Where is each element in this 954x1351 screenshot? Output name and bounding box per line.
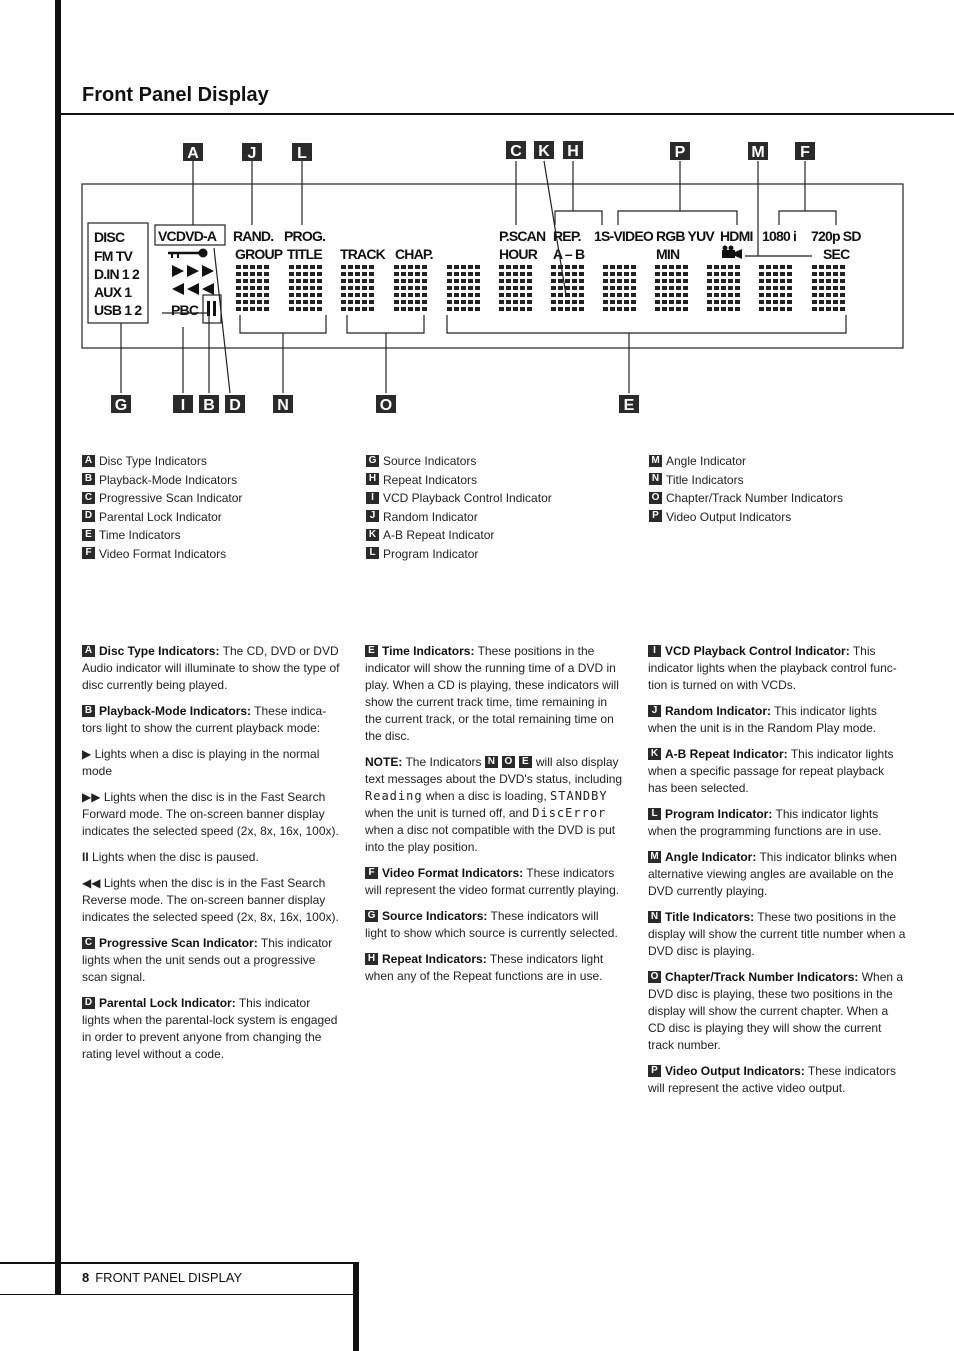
footer-rule-2 xyxy=(0,1294,356,1295)
para-i: I VCD Playback Control Indicator: This indicator lights when the playback control func-tion is turned on with VCDs. xyxy=(648,644,897,692)
legend-item: E Time Indicators xyxy=(82,526,242,545)
para-a: A Disc Type Indicators: The CD, DVD or DVD Audio indicator will illuminate to show the type of disc currently being played. xyxy=(82,644,340,692)
legend-item: B Playback-Mode Indicators xyxy=(82,471,242,490)
para-d: D Parental Lock Indicator: This indicator lights when the parental-lock system is engaged in order to prevent anyone from changing the rating level without a code. xyxy=(82,996,338,1061)
msg-disc-error: DiscError xyxy=(532,806,607,820)
para-h: H Repeat Indicators: These indicators light when any of the Repeat functions are in use. xyxy=(365,952,604,983)
legend-col-3 xyxy=(649,452,843,526)
callout-n: N xyxy=(277,397,289,414)
callout-j: J xyxy=(247,145,257,162)
callout-k: K xyxy=(538,143,550,160)
legend-item: F Video Format Indicators xyxy=(82,545,242,564)
page-title: Front Panel Display xyxy=(82,84,269,106)
dot-matrix-cell xyxy=(812,265,845,311)
callout-g: G xyxy=(114,397,128,414)
legend-item: K A-B Repeat Indicator xyxy=(366,526,552,545)
callout-i: I xyxy=(180,397,186,414)
pscan-label: P.SCAN xyxy=(499,228,546,244)
legend-item: C Progressive Scan Indicator xyxy=(82,489,242,508)
fast-forward-icon: ▶▶ xyxy=(82,790,101,804)
title-rule xyxy=(55,113,954,115)
sec-label: SEC xyxy=(823,246,850,262)
legend-item: H Repeat Indicators xyxy=(366,471,552,490)
para-f: F Video Format Indicators: These indicators will represent the video format currently playing. xyxy=(365,866,620,897)
para-n: N Title Indicators: These two positions in the display will show the current title number when a DVD disc is playing. xyxy=(648,910,906,958)
key-icon xyxy=(168,249,207,258)
dot-matrix-cell xyxy=(707,265,740,311)
svideo-label: 1S-VIDEO xyxy=(594,228,653,244)
para-k: K A-B Repeat Indicator: This indicator lights when a specific passage for repeat playback has been selected. xyxy=(648,747,894,795)
body-column-2 xyxy=(365,643,623,994)
dot-matrix-cell xyxy=(447,265,480,311)
callout-a: A xyxy=(187,145,199,162)
para-m: M Angle Indicator: This indicator blinks when alternative viewing angles are available on the DVD currently playing. xyxy=(648,850,897,898)
para-j: J Random Indicator: This indicator lights when the unit is in the Random Play mode. xyxy=(648,704,877,735)
para-e: E Time Indicators: These positions in the indicator will show the running time of a DVD in play. When a CD is playing, these indicators will show the current track time, time remaining in the current track, or the total remaining time on the disc. xyxy=(365,644,619,743)
legend-col-1 xyxy=(82,452,242,563)
para-l: L Program Indicator: This indicator lights when the programming functions are in use. xyxy=(648,807,882,838)
body-column-1 xyxy=(82,643,340,1072)
legend-item: G Source Indicators xyxy=(366,452,552,471)
dot-matrix-cell xyxy=(499,265,532,311)
title-label: TITLE xyxy=(287,246,322,262)
res1080-label: 1080 i xyxy=(762,228,797,244)
para-b-ff: ▶▶ Lights when the disc is in the Fast Search Forward mode. The on-screen banner display indicates the selected speed (2x, 8x, 16x, 100x). xyxy=(82,790,339,838)
legend-item: J Random Indicator xyxy=(366,508,552,527)
ab-label: A – B xyxy=(553,246,585,262)
prog-label: PROG. xyxy=(284,228,326,244)
para-note: NOTE: The Indicators N O E will also display text messages about the DVD's status, including Reading when a disc is loading, STANDBY when the unit is turned off, and DiscError when a disc not compatible with the DVD is put into the play position. xyxy=(365,755,623,854)
para-b-pause: II Lights when the disc is paused. xyxy=(82,850,259,864)
callout-e: E xyxy=(623,397,635,414)
body-column-3 xyxy=(648,643,906,1106)
dot-matrix-cell xyxy=(341,265,374,311)
front-panel-diagram xyxy=(0,135,954,425)
para-b-rew: ◀◀ Lights when the disc is in the Fast Search Reverse mode. The on-screen banner display indicates the selected speed (2x, 8x, 16x, 100x). xyxy=(82,876,339,924)
vcd-label: VCDVD-A xyxy=(158,228,217,244)
dot-matrix-cell xyxy=(759,265,792,311)
para-p: P Video Output Indicators: These indicators will represent the active video output. xyxy=(648,1064,896,1095)
chap-label: CHAP. xyxy=(395,246,433,262)
dot-matrix-cell xyxy=(394,265,427,311)
rgbyuv-label: RGB YUV xyxy=(656,228,714,244)
hdmi-label: HDMI xyxy=(720,228,753,244)
rewind-icon: ◀◀ xyxy=(82,876,101,890)
para-c: C Progressive Scan Indicator: This indicator lights when the unit sends out a progressive scan signal. xyxy=(82,936,333,984)
msg-reading: Reading xyxy=(365,789,423,803)
forward-play-icon xyxy=(172,265,214,277)
src-fmtv: FM TV xyxy=(94,248,132,264)
src-usb: USB 1 2 xyxy=(94,302,142,318)
callout-l: L xyxy=(297,145,307,162)
callout-c: C xyxy=(510,143,522,160)
pause-box xyxy=(203,295,221,323)
pbc-label: PBC xyxy=(171,302,199,318)
callout-d: D xyxy=(229,397,241,414)
legend-col-2 xyxy=(366,452,552,563)
page-footer xyxy=(82,1270,242,1285)
callout-b: B xyxy=(203,397,215,414)
page-number: 8 xyxy=(82,1270,90,1285)
legend-item: L Program Indicator xyxy=(366,545,552,564)
legend-item: O Chapter/Track Number Indicators xyxy=(649,489,843,508)
legend-item: D Parental Lock Indicator xyxy=(82,508,242,527)
src-din: D.IN 1 2 xyxy=(94,266,139,282)
dot-matrix-cell xyxy=(289,265,322,311)
rand-label: RAND. xyxy=(233,228,274,244)
callout-h: H xyxy=(567,143,579,160)
footer-section: FRONT PANEL DISPLAY xyxy=(95,1270,243,1285)
src-aux: AUX 1 xyxy=(94,284,132,300)
dot-matrix-cell xyxy=(551,265,584,311)
camera-icon xyxy=(722,246,742,260)
track-label: TRACK xyxy=(340,246,385,262)
para-o: O Chapter/Track Number Indicators: When a DVD disc is playing, these two positions in the display will show the current chapter. When a CD disc is playing they will show the current track number. xyxy=(648,970,904,1052)
group-label: GROUP xyxy=(235,246,283,262)
footer-divider-bar xyxy=(353,1262,359,1351)
footer-rule xyxy=(0,1262,356,1264)
legend-item: N Title Indicators xyxy=(649,471,843,490)
legend-item: P Video Output Indicators xyxy=(649,508,843,527)
callout-o: O xyxy=(379,397,393,414)
callout-p: P xyxy=(674,144,686,161)
callout-f: F xyxy=(800,144,810,161)
dot-matrix-cell xyxy=(236,265,269,311)
msg-standby: STANDBY xyxy=(550,789,608,803)
pause-icon xyxy=(207,301,216,316)
callout-m: M xyxy=(751,144,765,161)
para-g: G Source Indicators: These indicators will light to show which source is currently selected. xyxy=(365,909,618,940)
rep-label: REP. xyxy=(553,228,581,244)
legend-item: A Disc Type Indicators xyxy=(82,452,242,471)
pause-text-icon: II xyxy=(82,850,89,864)
min-label: MIN xyxy=(656,246,680,262)
res720-label: 720p SD xyxy=(811,228,861,244)
dot-matrix-cell xyxy=(603,265,636,311)
dot-matrix-cell xyxy=(655,265,688,311)
para-b: B Playback-Mode Indicators: These indica-tors light to show the current playback mode: xyxy=(82,704,327,735)
legend-item: M Angle Indicator xyxy=(649,452,843,471)
play-icon: ▶ xyxy=(82,747,92,761)
para-b-play: ▶ Lights when a disc is playing in the normal mode xyxy=(82,747,320,778)
hour-label: HOUR xyxy=(499,246,538,262)
src-disc: DISC xyxy=(94,229,125,245)
legend-item: I VCD Playback Control Indicator xyxy=(366,489,552,508)
reverse-icon xyxy=(172,283,214,295)
